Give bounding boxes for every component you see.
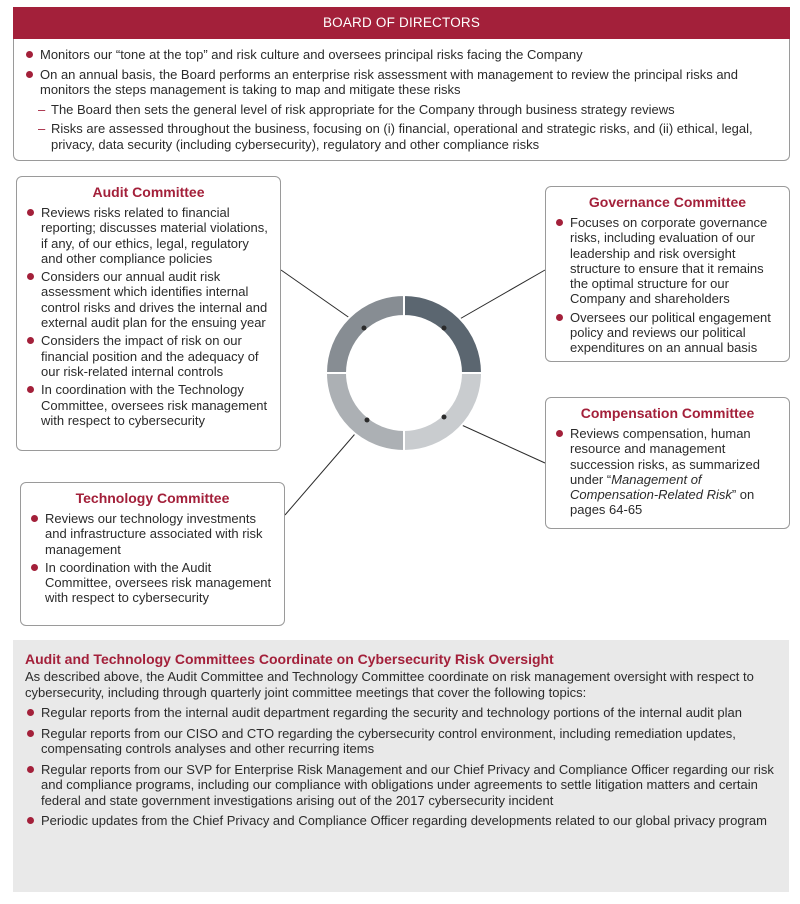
audit-segment xyxy=(326,295,404,373)
cybersecurity-bullet: Regular reports from our CISO and CTO regarding the cybersecurity control environment, including remediation updates, compensating controls analyses and other recurring items xyxy=(25,726,775,757)
audit-committee-box xyxy=(16,176,281,451)
governance-committee-title: Governance Committee xyxy=(588,194,747,210)
compensation-bullet-list xyxy=(554,426,781,518)
audit-bullet: In coordination with the Technology Committee, oversees risk management with respect to cybersecurity xyxy=(25,382,272,428)
technology-committee-box xyxy=(20,482,285,626)
audit-connector xyxy=(281,270,364,328)
technology-bullet: In coordination with the Audit Committee, oversees risk management with respect to cybersecurity xyxy=(29,560,276,606)
cybersecurity-bullet-list xyxy=(25,705,775,829)
audit-bullet: Considers the impact of risk on our financial position and the adequacy of our risk-related internal controls xyxy=(25,333,272,379)
governance-bullet-list xyxy=(554,215,781,356)
compensation-segment xyxy=(404,373,482,451)
cybersecurity-panel xyxy=(13,640,789,892)
compensation-dot xyxy=(442,415,447,420)
governance-bullet: Oversees our political engagement policy and reviews our political expenditures on an annual basis xyxy=(554,310,781,356)
board-title: BOARD OF DIRECTORS xyxy=(13,7,790,39)
technology-segment xyxy=(326,373,404,451)
board-sub-bullet: – Risks are assessed throughout the business, focusing on (i) financial, operational and strategic risks, and (ii) ethical, legal, privacy, data security (including cybersecurity), regulatory and other compliance risks xyxy=(24,121,775,152)
compensation-bullet xyxy=(554,426,781,518)
board-panel xyxy=(13,39,790,161)
cybersecurity-bullet: Periodic updates from the Chief Privacy and Compliance Officer regarding developments related to our global privacy program xyxy=(25,813,775,829)
audit-bullet: Considers our annual audit risk assessment which identifies internal control risks and drives the internal and external audit plan for the ensuing year xyxy=(25,269,272,330)
governance-segment xyxy=(404,295,482,373)
board-bullet: On an annual basis, the Board performs an enterprise risk assessment with management to review the principal risks and monitors the steps management is taking to map and mitigate these risks xyxy=(24,67,775,98)
technology-bullet-list xyxy=(29,511,276,606)
technology-connector xyxy=(285,420,367,515)
compensation-committee-box xyxy=(545,397,790,529)
compensation-bullet-pages: ” on pages 64-65 xyxy=(570,487,755,518)
compensation-bullet-text: Reviews compensation, human resource and management succession risks, as summarized under “ xyxy=(570,426,760,487)
board-bullet: Monitors our “tone at the top” and risk culture and oversees principal risks facing the Company xyxy=(24,47,775,63)
compensation-risk-reference: Management of Compensation-Related Risk xyxy=(570,471,732,503)
technology-bullet: Reviews our technology investments and infrastructure associated with risk management xyxy=(29,511,276,557)
cybersecurity-title: Audit and Technology Committees Coordinate on Cybersecurity Risk Oversight xyxy=(25,651,554,667)
board-sub-bullet: – The Board then sets the general level of risk appropriate for the Company through business strategy reviews xyxy=(24,102,775,118)
technology-committee-title: Technology Committee xyxy=(75,490,230,506)
governance-connector xyxy=(444,270,545,328)
cybersecurity-bullet: Regular reports from our SVP for Enterprise Risk Management and our Chief Privacy and Compliance Officer regarding our risk and compliance programs, including our compliance with obligations under agreements to settle litigation matters and certain federal and state government investigations arising out of the 2017 cybersecurity incident xyxy=(25,762,775,809)
cybersecurity-bullet: Regular reports from the internal audit department regarding the security and technology portions of the internal audit plan xyxy=(25,705,775,721)
audit-dot xyxy=(362,326,367,331)
cybersecurity-intro: As described above, the Audit Committee and Technology Committee coordinate on risk management oversight with respect to cybersecurity, including through quarterly joint committee meetings that cover the following topics: xyxy=(25,669,754,700)
compensation-connector xyxy=(444,417,545,463)
audit-committee-title: Audit Committee xyxy=(92,184,205,200)
governance-bullet: Focuses on corporate governance risks, including evaluation of our leadership and risk oversight structure to ensure that it remains the optimal structure for our Company and shareholders xyxy=(554,215,781,307)
governance-committee-box xyxy=(545,186,790,362)
compensation-committee-title: Compensation Committee xyxy=(580,405,755,421)
donut-segments xyxy=(326,295,482,451)
donut-dots xyxy=(362,326,447,423)
audit-bullet: Reviews risks related to financial reporting; discusses material violations, if any, of our ethics, legal, regulatory and other compliance policies xyxy=(25,205,272,266)
board-bullet-list xyxy=(24,47,775,152)
audit-bullet-list xyxy=(25,205,272,428)
governance-dot xyxy=(442,326,447,331)
technology-dot xyxy=(365,418,370,423)
connector-lines xyxy=(281,270,545,515)
